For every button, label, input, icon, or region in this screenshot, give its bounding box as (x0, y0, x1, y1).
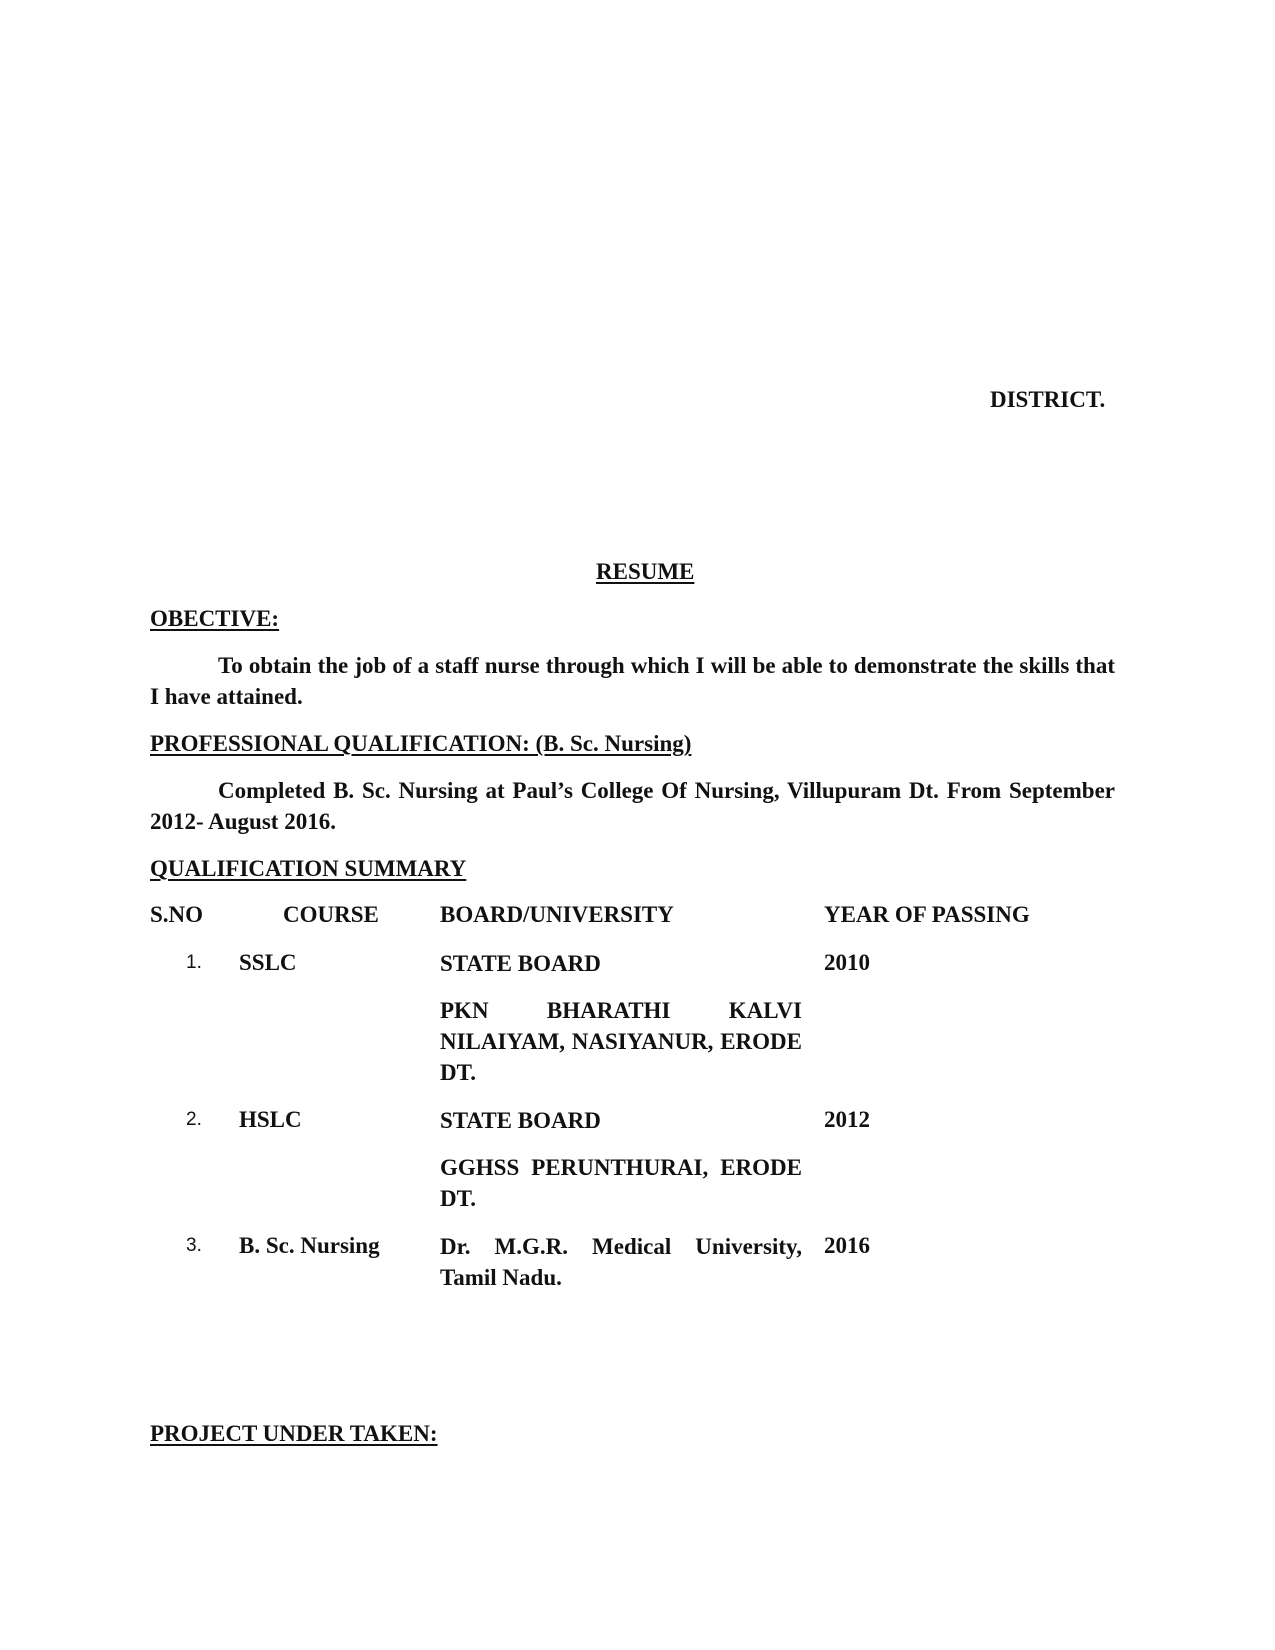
column-header-board: BOARD/UNIVERSITY (440, 902, 674, 927)
row-year: 2012 (824, 1107, 870, 1132)
row-board: STATE BOARD (440, 951, 601, 976)
project-heading: PROJECT UNDER TAKEN: (150, 1421, 438, 1446)
row-course: SSLC (239, 950, 297, 975)
row-sno: 3. (186, 1235, 202, 1256)
row-sno: 1. (186, 952, 202, 973)
district-label: DISTRICT. (990, 387, 1106, 412)
column-header-course: COURSE (283, 902, 379, 927)
column-header-year: YEAR OF PASSING (824, 902, 1030, 927)
row-institution: GGHSS PERUNTHURAI, ERODE DT. (440, 1155, 802, 1211)
row-year: 2016 (824, 1233, 870, 1258)
row-board: STATE BOARD (440, 1108, 601, 1133)
qualification-summary-heading: QUALIFICATION SUMMARY (150, 856, 467, 881)
professional-qualification-heading: PROFESSIONAL QUALIFICATION: (B. Sc. Nursing) (150, 731, 692, 756)
row-course: B. Sc. Nursing (239, 1233, 380, 1258)
professional-qualification-paragraph: Completed B. Sc. Nursing at Paul’s College Of Nursing, Villupuram Dt. From September 2012- August 2016. (150, 778, 1115, 834)
row-board: Dr. M.G.R. Medical University, Tamil Nadu. (440, 1234, 802, 1290)
objective-heading: OBECTIVE: (150, 606, 280, 631)
row-sno: 2. (186, 1109, 202, 1130)
row-course: HSLC (239, 1107, 302, 1132)
document-title: RESUME (596, 559, 695, 584)
row-year: 2010 (824, 950, 870, 975)
column-header-sno: S.NO (150, 902, 204, 927)
row-institution: PKN BHARATHI KALVI NILAIYAM, NASIYANUR, ERODE DT. (440, 998, 802, 1085)
objective-paragraph: To obtain the job of a staff nurse through which I will be able to demonstrate the skills that I have attained. (150, 653, 1115, 709)
